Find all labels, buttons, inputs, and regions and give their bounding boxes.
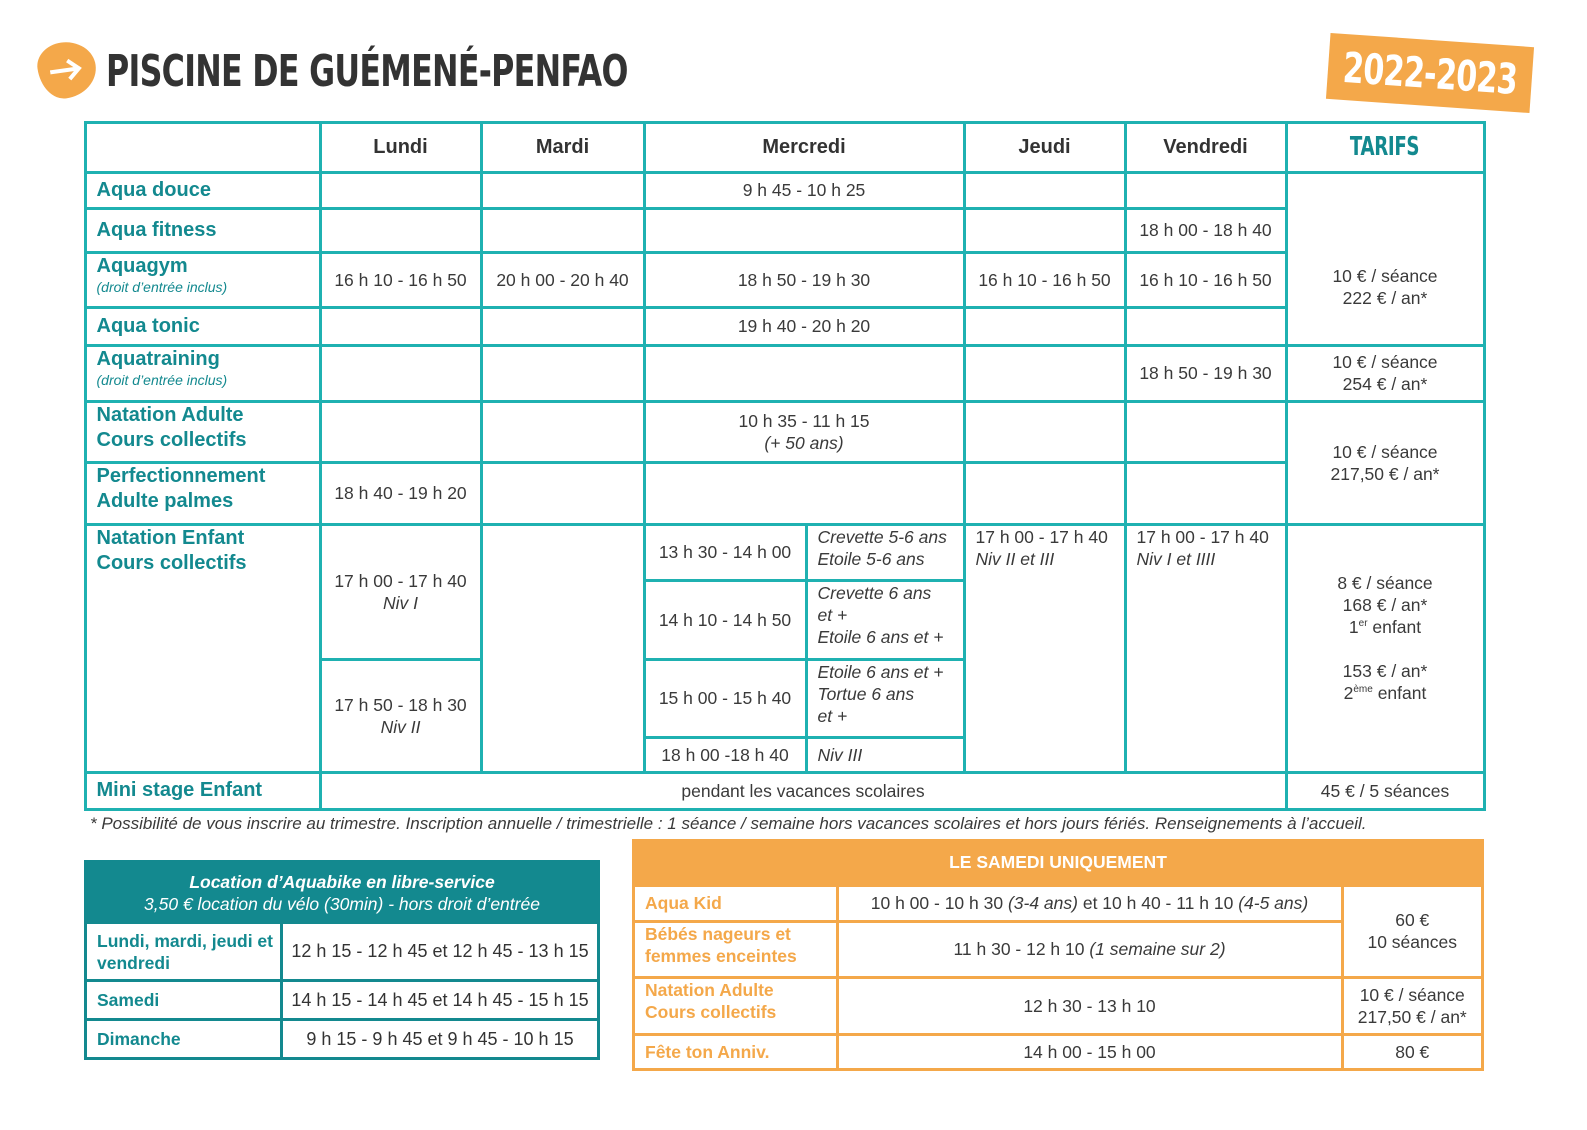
cell-natation-enfant-vendredi: 17 h 00 - 17 h 40 Niv I et IIII	[1124, 523, 1288, 774]
cell-natation-enfant-lundi-2: 17 h 50 - 18 h 30 Niv II	[319, 658, 483, 774]
cell-empty	[963, 400, 1127, 464]
samedi-label-aqua-kid: Aqua Kid	[632, 884, 839, 923]
cell-empty	[1124, 171, 1288, 210]
col-header-vendredi: Vendredi	[1124, 121, 1288, 174]
cell-enfant-mercredi-time-2: 14 h 10 - 14 h 50	[643, 579, 808, 661]
row-label-aqua-fitness: Aqua fitness	[84, 207, 322, 254]
aquabike-hours: 12 h 15 - 12 h 45 et 12 h 45 - 13 h 15	[291, 941, 589, 961]
samedi-time-natation-adulte: 12 h 30 - 13 h 10	[836, 976, 1344, 1036]
aquabike-row	[87, 921, 597, 979]
samedi-label-bebes: Bébés nageurs et femmes enceintes	[632, 920, 839, 979]
aquabike-row	[87, 979, 597, 1018]
cell-empty	[963, 171, 1127, 210]
cell-enfant-mercredi-groups-2: Crevette 6 ans et + Etoile 6 ans et +	[805, 579, 966, 661]
aquabike-day: Samedi	[87, 982, 283, 1018]
tarif-mini-stage: 45 € / 5 séances	[1285, 771, 1486, 811]
cell-empty	[1124, 461, 1288, 526]
cell-aquagym-mercredi: 18 h 50 - 19 h 30	[643, 251, 966, 309]
aquabike-day: Lundi, mardi, jeudi et vendredi	[87, 924, 283, 979]
aquabike-hours: 9 h 15 - 9 h 45 et 9 h 45 - 10 h 15	[306, 1028, 574, 1049]
cell-empty	[480, 207, 646, 254]
samedi-label-anniv: Fête ton Anniv.	[632, 1033, 839, 1071]
header-empty-cell	[84, 121, 322, 174]
row-label-aquagym: Aquagym (droit d’entrée inclus)	[84, 251, 322, 309]
cell-natation-enfant-jeudi: 17 h 00 - 17 h 40 Niv II et III	[963, 523, 1127, 774]
cell-empty	[480, 344, 646, 403]
cell-perfectionnement-lundi: 18 h 40 - 19 h 20	[319, 461, 483, 526]
tarif-aqua-group: 10 € / séance 222 € / an*	[1285, 171, 1486, 403]
row-label-natation-adulte: Natation Adulte Cours collectifs	[84, 400, 322, 464]
col-header-mercredi: Mercredi	[643, 121, 966, 174]
cell-aquagym-mardi: 20 h 00 - 20 h 40	[480, 251, 646, 309]
aquabike-title: Location d’Aquabike en libre-service	[189, 872, 495, 892]
aquabike-table	[84, 860, 600, 1060]
cell-empty	[963, 207, 1127, 254]
cell-aquagym-lundi: 16 h 10 - 16 h 50	[319, 251, 483, 309]
samedi-price-anniv: 80 €	[1341, 1033, 1485, 1071]
logo-badge	[34, 38, 99, 102]
tarifs-label: TARIFS	[1350, 132, 1420, 162]
col-header-jeudi: Jeudi	[963, 121, 1127, 174]
page-title: PISCINE DE GUÉMENÉ-PENFAO	[106, 46, 628, 97]
cell-aquatraining-vendredi: 18 h 50 - 19 h 30	[1124, 344, 1288, 403]
cell-aquagym-jeudi: 16 h 10 - 16 h 50	[963, 251, 1127, 309]
samedi-time-bebes: 11 h 30 - 12 h 10 (1 semaine sur 2)	[836, 920, 1344, 979]
cell-enfant-mercredi-time-1: 13 h 30 - 14 h 00	[643, 523, 808, 582]
row-label-aquatraining: Aquatraining (droit d’entrée inclus)	[84, 344, 322, 403]
year-badge	[1326, 33, 1534, 113]
cell-empty	[480, 461, 646, 526]
col-header-tarifs	[1285, 121, 1486, 174]
cell-enfant-mercredi-groups-1: Crevette 5-6 ans Etoile 5-6 ans	[805, 523, 966, 582]
row-label-perfectionnement: Perfectionnement Adulte palmes	[84, 461, 322, 526]
aquabike-row	[87, 1018, 597, 1057]
cell-natation-enfant-lundi-1: 17 h 00 - 17 h 40 Niv I	[319, 523, 483, 661]
cell-empty	[643, 344, 966, 403]
tarif-natation-adulte: 10 € / séance 217,50 € / an*	[1285, 400, 1486, 526]
aquabike-subtitle: 3,50 € location du vélo (30min) - hors droit d’entrée	[144, 894, 540, 914]
cell-empty	[963, 344, 1127, 403]
cell-empty	[480, 523, 646, 774]
cell-aqua-fitness-vendredi: 18 h 00 - 18 h 40	[1124, 207, 1288, 254]
cell-enfant-mercredi-time-3: 15 h 00 - 15 h 40	[643, 658, 808, 739]
cell-empty	[480, 306, 646, 347]
row-label-aqua-tonic: Aqua tonic	[84, 306, 322, 347]
aquabike-day: Dimanche	[87, 1021, 283, 1057]
cell-mini-stage-span: pendant les vacances scolaires	[319, 771, 1288, 811]
cell-empty	[1124, 306, 1288, 347]
tarif-natation-enfant: 8 € / séance 168 € / an* 1er enfant 153 € / an* 2ème enfant	[1285, 523, 1486, 774]
samedi-price-natation-adulte: 10 € / séance 217,50 € / an*	[1341, 976, 1485, 1036]
samedi-time-aqua-kid: 10 h 00 - 10 h 30 (3-4 ans) et 10 h 40 - 11 h 10 (4-5 ans)	[836, 884, 1344, 923]
cell-empty	[319, 171, 483, 210]
col-header-lundi: Lundi	[319, 121, 483, 174]
cell-enfant-mercredi-groups-3: Etoile 6 ans et + Tortue 6 ans et +	[805, 658, 966, 739]
cell-empty	[1124, 400, 1288, 464]
cell-empty	[480, 400, 646, 464]
cell-natation-adulte-mercredi: 10 h 35 - 11 h 15 (+ 50 ans)	[643, 400, 966, 464]
cell-empty	[963, 306, 1127, 347]
cell-empty	[319, 306, 483, 347]
year-badge-text: 2022-2023	[1341, 42, 1519, 104]
row-label-mini-stage: Mini stage Enfant	[84, 771, 322, 811]
cell-empty	[319, 400, 483, 464]
cell-empty	[643, 207, 966, 254]
aquabike-header	[87, 863, 597, 921]
cell-empty	[319, 344, 483, 403]
row-label-aqua-douce: Aqua douce	[84, 171, 322, 210]
cell-empty	[963, 461, 1127, 526]
cell-empty	[480, 171, 646, 210]
cell-empty	[643, 461, 966, 526]
row-label-natation-enfant: Natation Enfant Cours collectifs	[84, 523, 322, 774]
cell-empty	[319, 207, 483, 254]
tarif-aquatraining: 10 € / séance 254 € / an*	[1285, 344, 1486, 403]
cell-aquagym-vendredi: 16 h 10 - 16 h 50	[1124, 251, 1288, 309]
cell-aqua-tonic-mercredi: 19 h 40 - 20 h 20	[643, 306, 966, 347]
samedi-time-anniv: 14 h 00 - 15 h 00	[836, 1033, 1344, 1071]
footnote: * Possibilité de vous inscrire au trimestre. Inscription annuelle / trimestrielle : 1 séance / semaine hors vacances scolaires et hors jours fériés. Renseignements à l’accueil.	[90, 814, 1367, 833]
samedi-price-kid-bebes: 60 € 10 séances	[1341, 884, 1485, 979]
col-header-mardi: Mardi	[480, 121, 646, 174]
samedi-header: LE SAMEDI UNIQUEMENT	[632, 839, 1484, 885]
arrow-right-icon	[49, 57, 86, 84]
aquabike-hours: 14 h 15 - 14 h 45 et 14 h 45 - 15 h 15	[291, 989, 589, 1010]
samedi-label-natation-adulte: Natation Adulte Cours collectifs	[632, 976, 839, 1036]
cell-enfant-mercredi-time-4: 18 h 00 -18 h 40	[643, 736, 808, 774]
cell-aqua-douce-mercredi: 9 h 45 - 10 h 25	[643, 171, 966, 210]
cell-enfant-mercredi-groups-4: Niv III	[805, 736, 966, 774]
